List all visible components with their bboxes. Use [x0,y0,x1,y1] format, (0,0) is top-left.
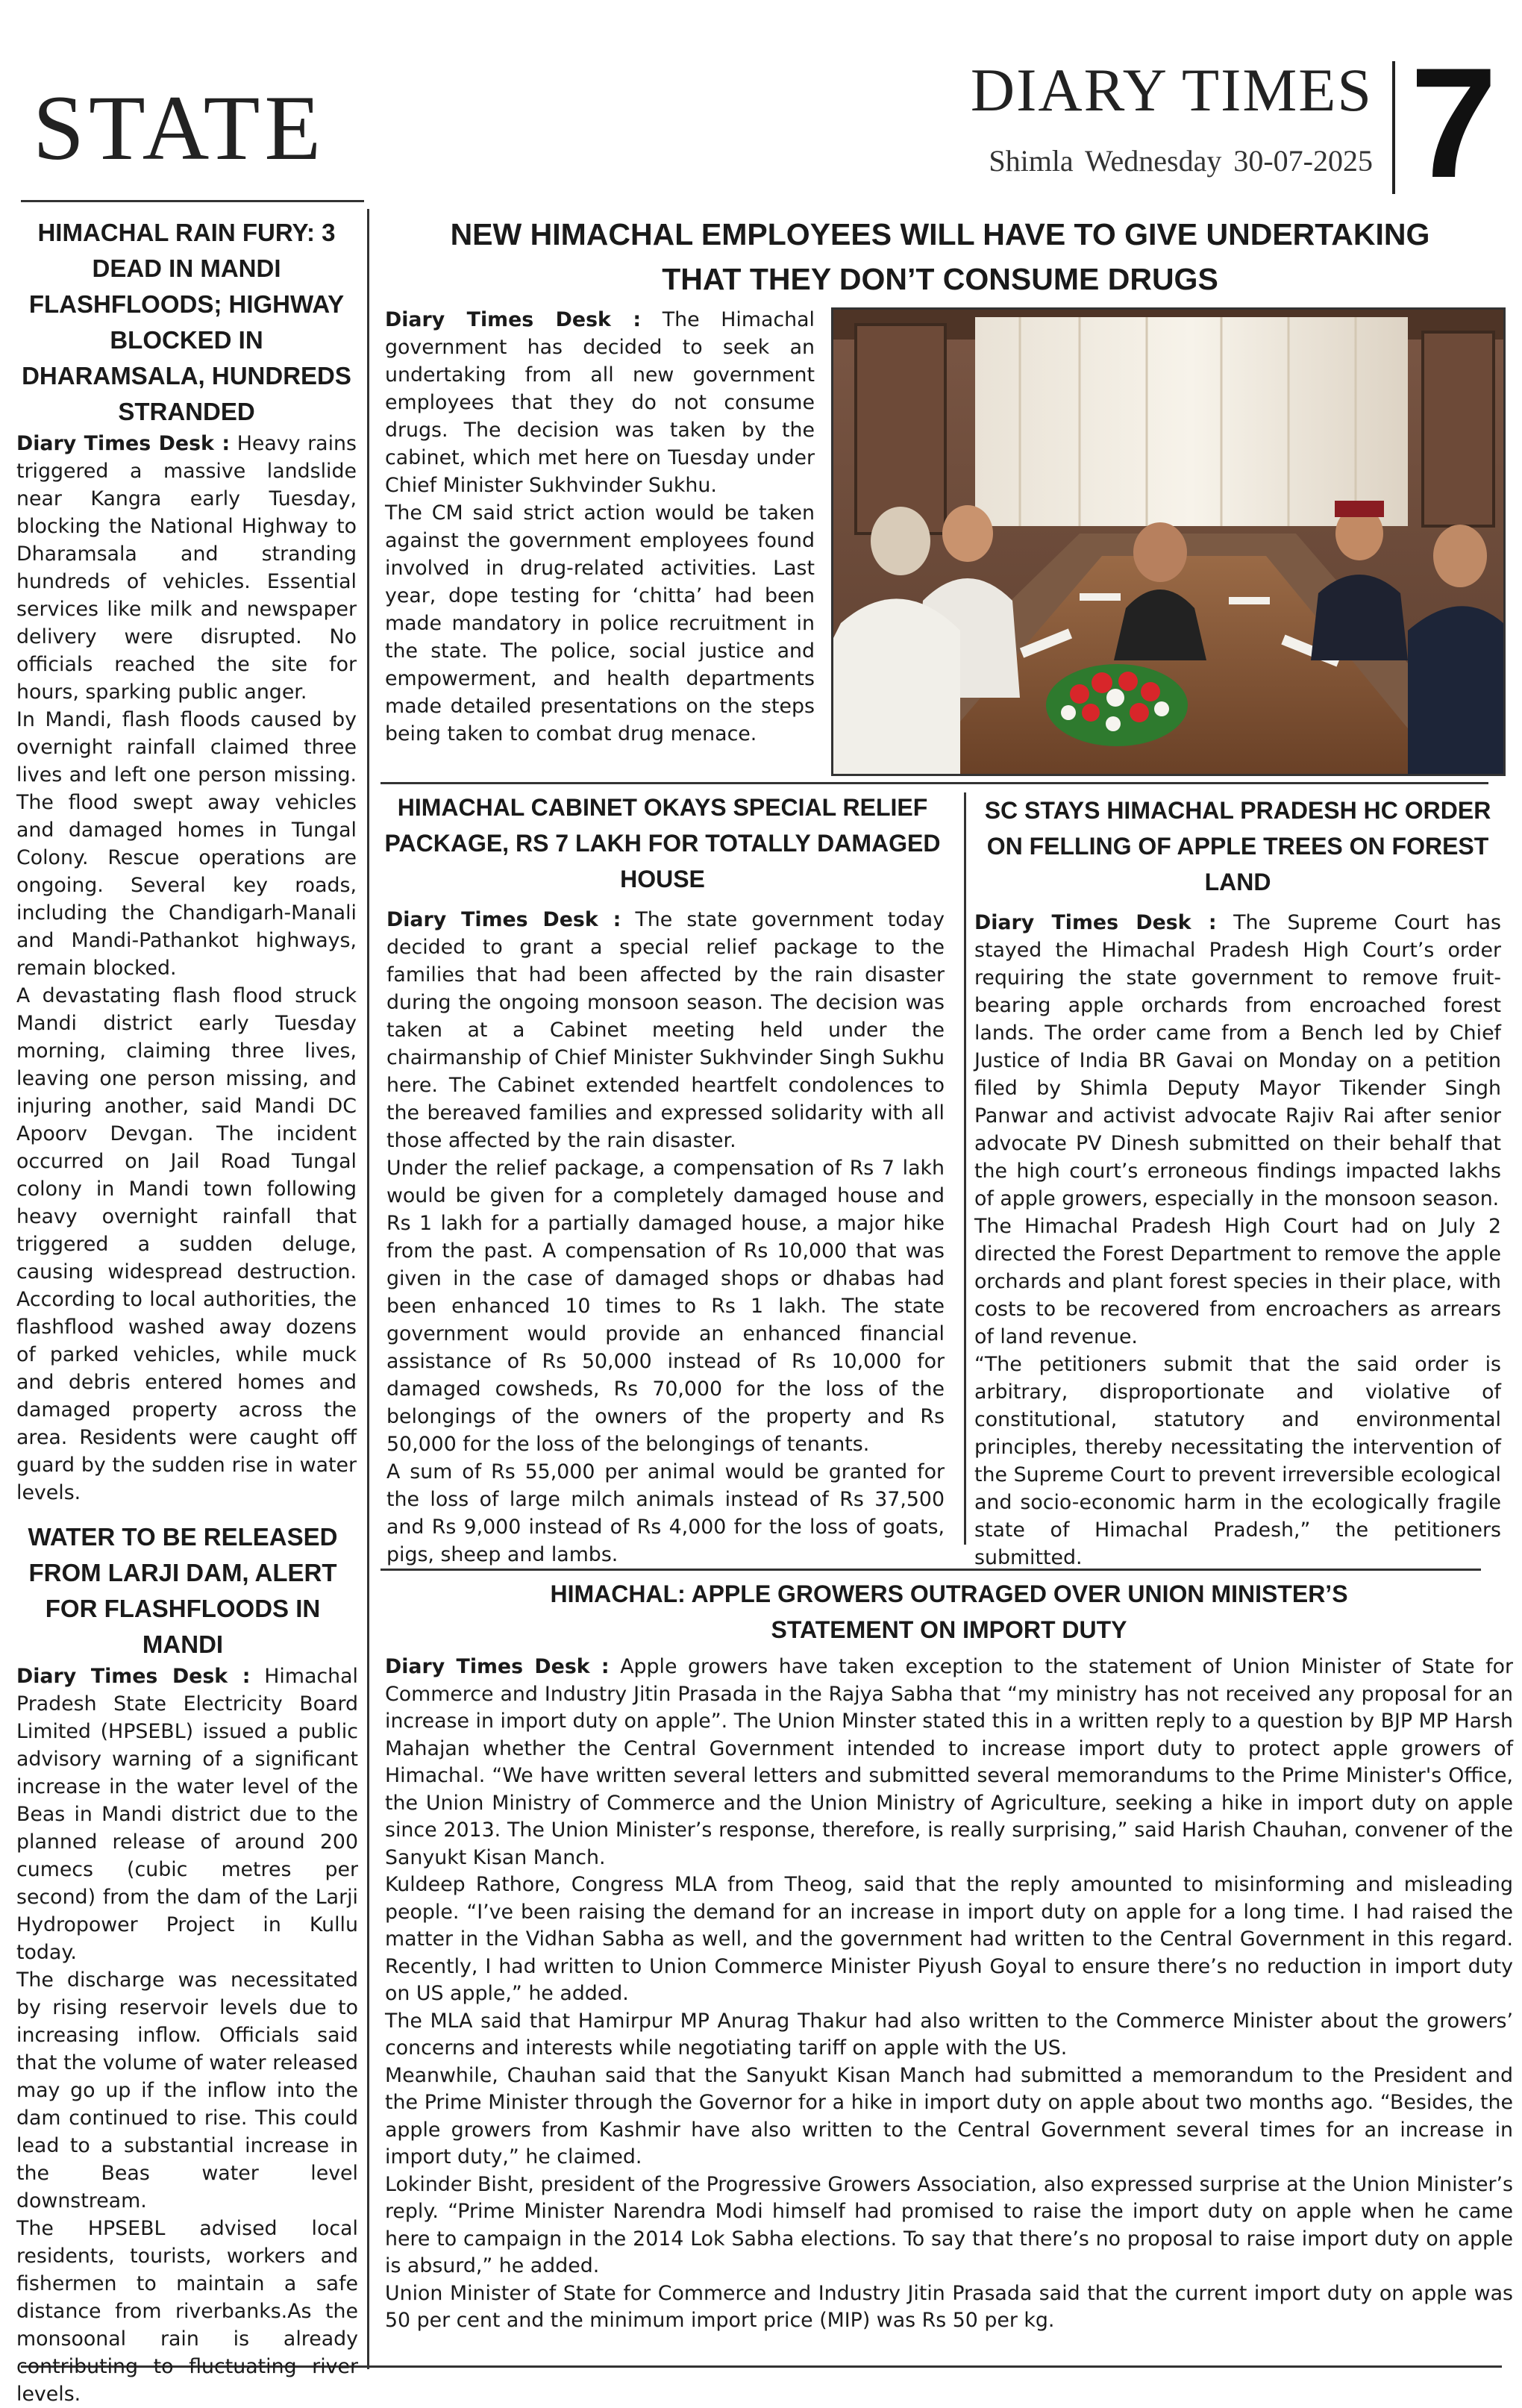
story-paragraph: The HPSEBL advised local residents, tourists, workers and fishermen to maintain a safe distance from riverbanks.As the monsoonal rain is already contributing to fluctuating river levels. [16,2217,358,2406]
story-paragraph: The state government today decided to grant a special relief package to the families that had been affected by the rain disaster during the ongoing monsoon season. The decision was taken at a Cabinet meeting held under the chairmanship of Chief Minister Sukhvinder Singh Sukhu here. The Cabinet extended heartfelt condolences to the bereaved families and expressed solidarity with all those affected by the rain disaster. [386,908,945,1152]
story-larji-dam [7,1519,358,2408]
desk-label: Diary Times Desk : [386,908,621,931]
story-paragraph: A devastating flash flood struck Mandi district early Tuesday morning, claiming three lives, leaving one person missing, and injuring another, said Mandi DC Apoorv Devgan. The incident occurred on Jail Road Tungal colony in Mandi town following heavy overnight rainfall that triggered a sudden deluge, causing widespread destruction. According to local authorities, the flashflood washed away dozens of parked vehicles, while muck and debris entered homes and damaged property across the area. Residents were caught off guard by the sudden rise in water levels. [16,984,357,1504]
page-number: 7 [1410,35,1497,210]
column-divider-left [367,209,369,2369]
desk-label: Diary Times Desk : [16,432,231,455]
story-paragraph: The Himachal Pradesh High Court had on July 2 directed the Forest Department to remove the apple orchards and plant forest species in their place, with costs to be recovered from encroachers as arrears of land revenue. [974,1215,1501,1348]
story-body [7,1663,358,2408]
story-apple-growers [385,1576,1513,2335]
story-paragraph: “The petitioners submit that the said order is arbitrary, disproportionate and violative of constitutional, statutory and environmental principles, thereby necessitating the intervention of the Supreme Court to prevent irreversible ecological and socio-economic harm in the ecologically fragile state of Himachal Pradesh,” the petitioners submitted. [974,1353,1501,1569]
section-title: STATE [33,77,326,179]
story-paragraph: The Himachal government has decided to seek an undertaking from all new government employees that they do not consume drugs. The decision was taken by the cabinet, which met here on Tuesday under Chief Minister Sukhvinder Sukhu. [385,308,815,497]
story-paragraph: Union Minister of State for Commerce and Industry Jitin Prasada said that the current import duty on apple was 50 per cent and the minimum import price (MIP) was Rs 50 per kg. [385,2281,1513,2332]
story-paragraph: Meanwhile, Chauhan said that the Sanyukt Kisan Manch had submitted a memorandum to the President and the Prime Minister through the Governor for a hike in import duty on apple about two months ago. “Besides, the apple growers from Kashmir have also written to the Central Government several times for an increase in import duty,” he claimed. [385,2063,1513,2168]
desk-label: Diary Times Desk : [385,308,642,331]
story-headline: SC STAYS HIMACHAL PRADESH HC ORDER ON FELLING OF APPLE TREES ON FOREST LAND [984,797,1491,895]
dateline-day: Wednesday [1084,144,1222,178]
story-body [385,306,815,748]
story-paragraph: Kuldeep Rathore, Congress MLA from Theog, said that the reply amounted to misinforming and misleading people. “I’ve been raising the demand for an increase in import duty on apple for a long time. I had raised the matter in the Vidhan Sabha as well, and the government had written to the Central Government in this regard. Recently, I had written to Union Commerce Minister Piyush Goyal to ensure there’s no reduction in import duty on US apple,” he added. [385,1873,1513,2005]
story-sc-stays-hc-order [974,792,1501,1572]
story-paragraph: The discharge was necessitated by rising reservoir levels due to increasing inflow. Officials said that the volume of water released may go up if the inflow into the dam continued to rise. This could lead to a substantial increase in the Beas water level downstream. [16,1968,358,2212]
cabinet-meeting-illustration [833,310,1503,774]
story-headline: HIMACHAL: APPLE GROWERS OUTRAGED OVER UNION MINISTER’S STATEMENT ON IMPORT DUTY [550,1580,1348,1643]
story-drugs [385,306,815,748]
story-paragraph: Under the relief package, a compensation of Rs 7 lakh would be given for a completely damaged house and Rs 1 lakh for a partially damaged house, a major hike from the past. A compensation of Rs 10,000 that was given in the case of damaged shops or dhabas had been enhanced 10 times to Rs 1 lakh. The state government would provide an enhanced financial assistance of Rs 50,000 instead of Rs 10,000 for damaged cowsheds, Rs 70,000 for the loss of the belongings of the owners of the property and Rs 50,000 for the loss of the belongings of tenants. [386,1157,945,1456]
column-divider-middle [964,792,966,1545]
story-drugs-headline-block [418,212,1462,301]
dateline-city: Shimla [989,144,1074,178]
story-body [974,909,1501,1572]
dateline-date: 30-07-2025 [1233,144,1373,178]
section-rule [21,200,364,202]
story-body [380,906,945,1569]
story-headline: HIMACHAL CABINET OKAYS SPECIAL RELIEF PACKAGE, RS 7 LAKH FOR TOTALLY DAMAGED HOUSE [384,794,941,892]
story-paragraph: The MLA said that Hamirpur MP Anurag Thakur had also written to the Commerce Minister about the growers’ concerns and interests while negotiating tariff on apple with the US. [385,2009,1513,2060]
desk-label: Diary Times Desk : [16,1665,251,1688]
dateline [925,143,1373,178]
story-paragraph: Himachal Pradesh State Electricity Board Limited (HPSEBL) issued a public advisory warning of a significant increase in the water level of the Beas in Mandi district due to the planned release of around 200 cumecs (cubic metres per second) from the dam of the Larji Hydropower Project in Kullu today. [16,1665,358,1964]
desk-label: Diary Times Desk : [385,1655,610,1678]
story-paragraph: The Supreme Court has stayed the Himachal Pradesh High Court’s order requiring the state government to remove fruit-bearing apple orchards from encroached forest lands. The order came from a Bench led by Chief Justice of India BR Gavai on Monday on a petition filed by Shimla Deputy Mayor Tikender Singh Panwar and activist advocate Rajiv Rai after senior advocate PV Dinesh submitted on their behalf that the high court’s erroneous findings impacted lakhs of apple growers, especially in the monsoon season. [974,911,1501,1210]
story-headline: WATER TO BE RELEASED FROM LARJI DAM, ALERT FOR FLASHFLOODS IN MANDI [28,1523,338,1658]
story-paragraph: Lokinder Bisht, president of the Progressive Growers Association, also expressed surprise at the Union Minister’s reply. “Prime Minister Narendra Modi himself had promised to raise the import duty on apple when he came here to campaign in the 2014 Lok Sabha elections. To say that there’s no proposal to raise import duty on apple is absurd,” he added. [385,2172,1513,2277]
story-paragraph: Heavy rains triggered a massive landslide near Kangra early Tuesday, blocking the National Highway to Dharamsala and stranding hundreds of vehicles. Essential services like milk and newspaper delivery were disrupted. No officials reached the site for hours, sparking public anger. [16,432,357,704]
story-headline: NEW HIMACHAL EMPLOYEES WILL HAVE TO GIVE UNDERTAKING THAT THEY DON’T CONSUME DRUGS [450,217,1430,296]
newspaper-name: DIARY TIMES [970,56,1373,124]
story-paragraph: In Mandi, flash floods caused by overnight rainfall claimed three lives and left one person missing. The flood swept away vehicles and damaged homes in Tungal Colony. Rescue operations are ongoing. Several key roads, including the Chandigarh-Manali and Mandi-Pathankot highways, remain blocked. [16,708,357,980]
story-body [16,430,357,1507]
story-rain-fury [16,215,357,1507]
story-body [385,1654,1513,2335]
story-paragraph: A sum of Rs 55,000 per animal would be granted for the loss of large milch animals instead of Rs 37,500 and Rs 9,000 instead of Rs 4,000 for the loss of goats, pigs, sheep and lambs. [386,1460,945,1566]
row-divider-top [380,782,1488,784]
desk-label: Diary Times Desk : [974,911,1217,934]
cabinet-meeting-photo [831,307,1506,776]
story-paragraph: The CM said strict action would be taken against the government employees found involved in drug-related activities. Last year, dope testing for ‘chitta’ had been made mandatory in police recruitment in the state. The police, social justice and empowerment, and health departments made detailed presentations on the steps being taken to combat drug menace. [385,501,815,745]
story-headline: HIMACHAL RAIN FURY: 3 DEAD IN MANDI FLASHFLOODS; HIGHWAY BLOCKED IN DHARAMSALA, HUNDREDS STRANDED [22,219,351,425]
story-relief-package [380,789,945,1569]
story-paragraph: Apple growers have taken exception to the statement of Union Minister of State for Commerce and Industry Jitin Prasada in the Rajya Sabha that “my ministry has not received any proposal for an increase in import duty on apple”. The Union Minster stated this in a written reply to a question by BJP MP Harsh Mahajan whether the Central Government intended to increase import duty to protect apple growers of Himachal. “We have written several letters and submitted several memorandums to the Prime Minister's Office, the Union Ministry of Commerce and the Union Ministry of Agriculture, seeking a hike in import duty on apple since 2013. The Union Minister’s response, therefore, is really surprising,” said Harish Chauhan, convener of the Sanyukt Kisan Manch. [385,1655,1513,1869]
masthead-divider [1392,61,1395,194]
